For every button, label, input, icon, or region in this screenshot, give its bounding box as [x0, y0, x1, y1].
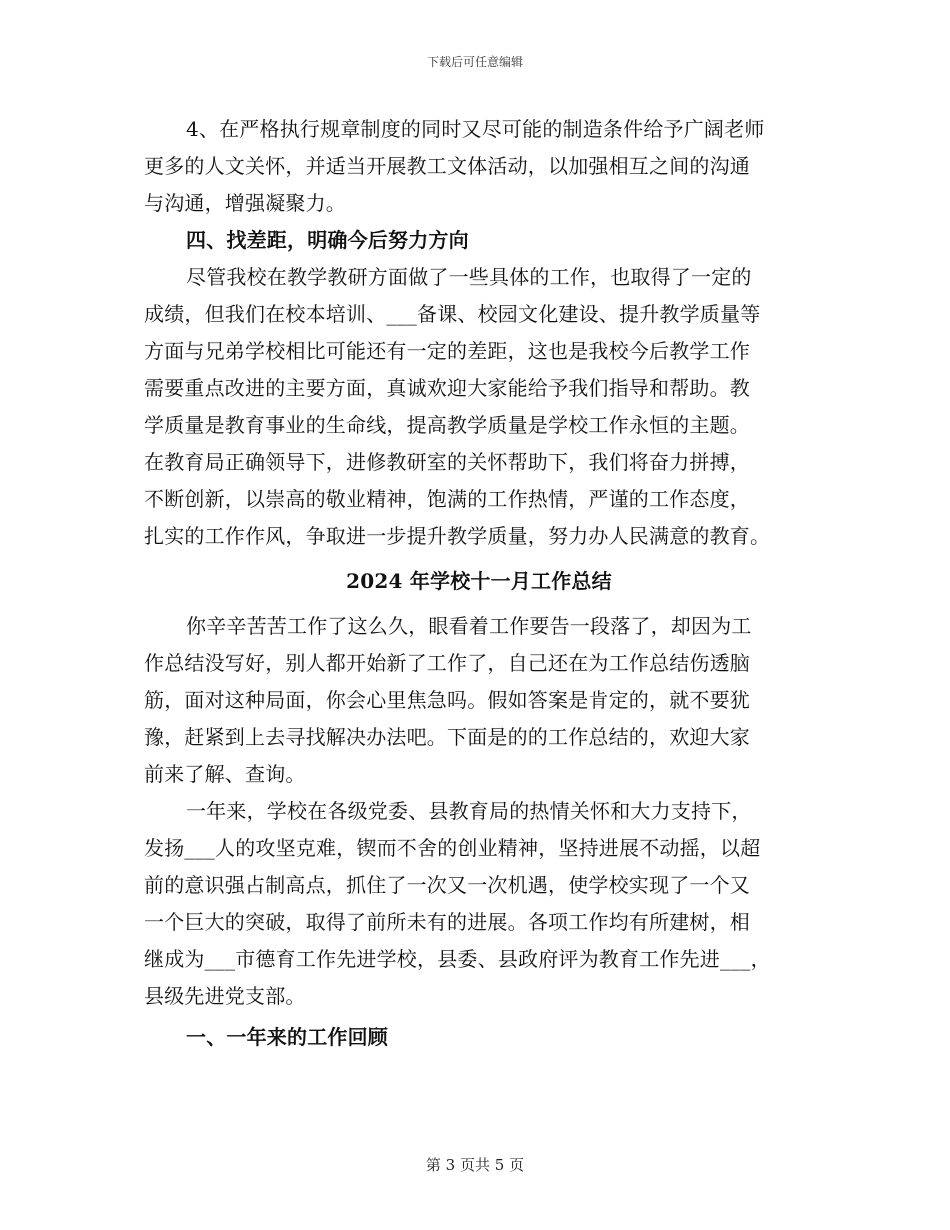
paragraph-line: 豫，赶紧到上去寻找解决办法吧。下面是的的工作总结的，欢迎大家 [144, 725, 750, 749]
section-heading: 一、一年来的工作回顾 [186, 1025, 388, 1049]
paragraph-line: 筋，面对这种局面，你会心里焦急吗。假如答案是肯定的，就不要犹 [144, 688, 750, 712]
paragraph-line: 尽管我校在教学教研方面做了一些具体的工作，也取得了一定的 [186, 265, 752, 289]
paragraph-line: 学质量是教育事业的生命线，提高教学质量是学校工作永恒的主题。 [144, 413, 750, 437]
paragraph-line: 成绩，但我们在校本培训、___备课、校园文化建设、提升教学质量等 [144, 302, 761, 326]
paragraph-line: 县级先进党支部。 [144, 984, 306, 1008]
document-body [144, 111, 814, 1056]
paragraph-line: 一年来，学校在各级党委、县教育局的热情关怀和大力支持下， [186, 799, 752, 823]
paragraph-line: 需要重点改进的主要方面，真诚欢迎大家能给予我们指导和帮助。教 [144, 376, 750, 400]
paragraph-line: 前来了解、查询。 [144, 762, 306, 786]
paragraph-line: 在教育局正确领导下，进修教研室的关怀帮助下，我们将奋力拼搏， [144, 450, 750, 474]
paragraph-line: 不断创新，以崇高的敬业精神，饱满的工作热情，严谨的工作态度， [144, 487, 750, 511]
document-title: 2024 年学校十一月工作总结 [346, 569, 612, 593]
paragraph-line: 前的意识强占制高点，抓住了一次又一次机遇，使学校实现了一个又 [144, 873, 750, 897]
paragraph-line: 与沟通，增强凝聚力。 [144, 191, 346, 215]
paragraph-line: 4、在严格执行规章制度的同时又尽可能的制造条件给予广阔老师 [186, 117, 765, 141]
paragraph-line: 你辛辛苦苦工作了这么久，眼看着工作要告一段落了，却因为工 [186, 614, 752, 638]
paragraph-line: 方面与兄弟学校相比可能还有一定的差距，这也是我校今后教学工作 [144, 339, 750, 363]
page-footer: 第 3 页共 5 页 [425, 1156, 525, 1174]
paragraph-line: 作总结没写好，别人都开始新了工作了，自己还在为工作总结伤透脑 [144, 651, 750, 675]
paragraph-line: 扎实的工作作风，争取进一步提升教学质量，努力办人民满意的教育。 [144, 524, 771, 548]
page-header: 下载后可任意编辑 [426, 55, 523, 69]
section-heading: 四、找差距，明确今后努力方向 [186, 228, 469, 252]
paragraph-line: 更多的人文关怀，并适当开展教工文体活动，以加强相互之间的沟通 [144, 154, 750, 178]
paragraph-line: 一个巨大的突破，取得了前所未有的进展。各项工作均有所建树，相 [144, 910, 750, 934]
paragraph-line: 发扬___人的攻坚克难，锲而不舍的创业精神，坚持进展不动摇，以超 [144, 836, 761, 860]
paragraph-line: 继成为___市德育工作先进学校，县委、县政府评为教育工作先进___， [144, 947, 771, 971]
